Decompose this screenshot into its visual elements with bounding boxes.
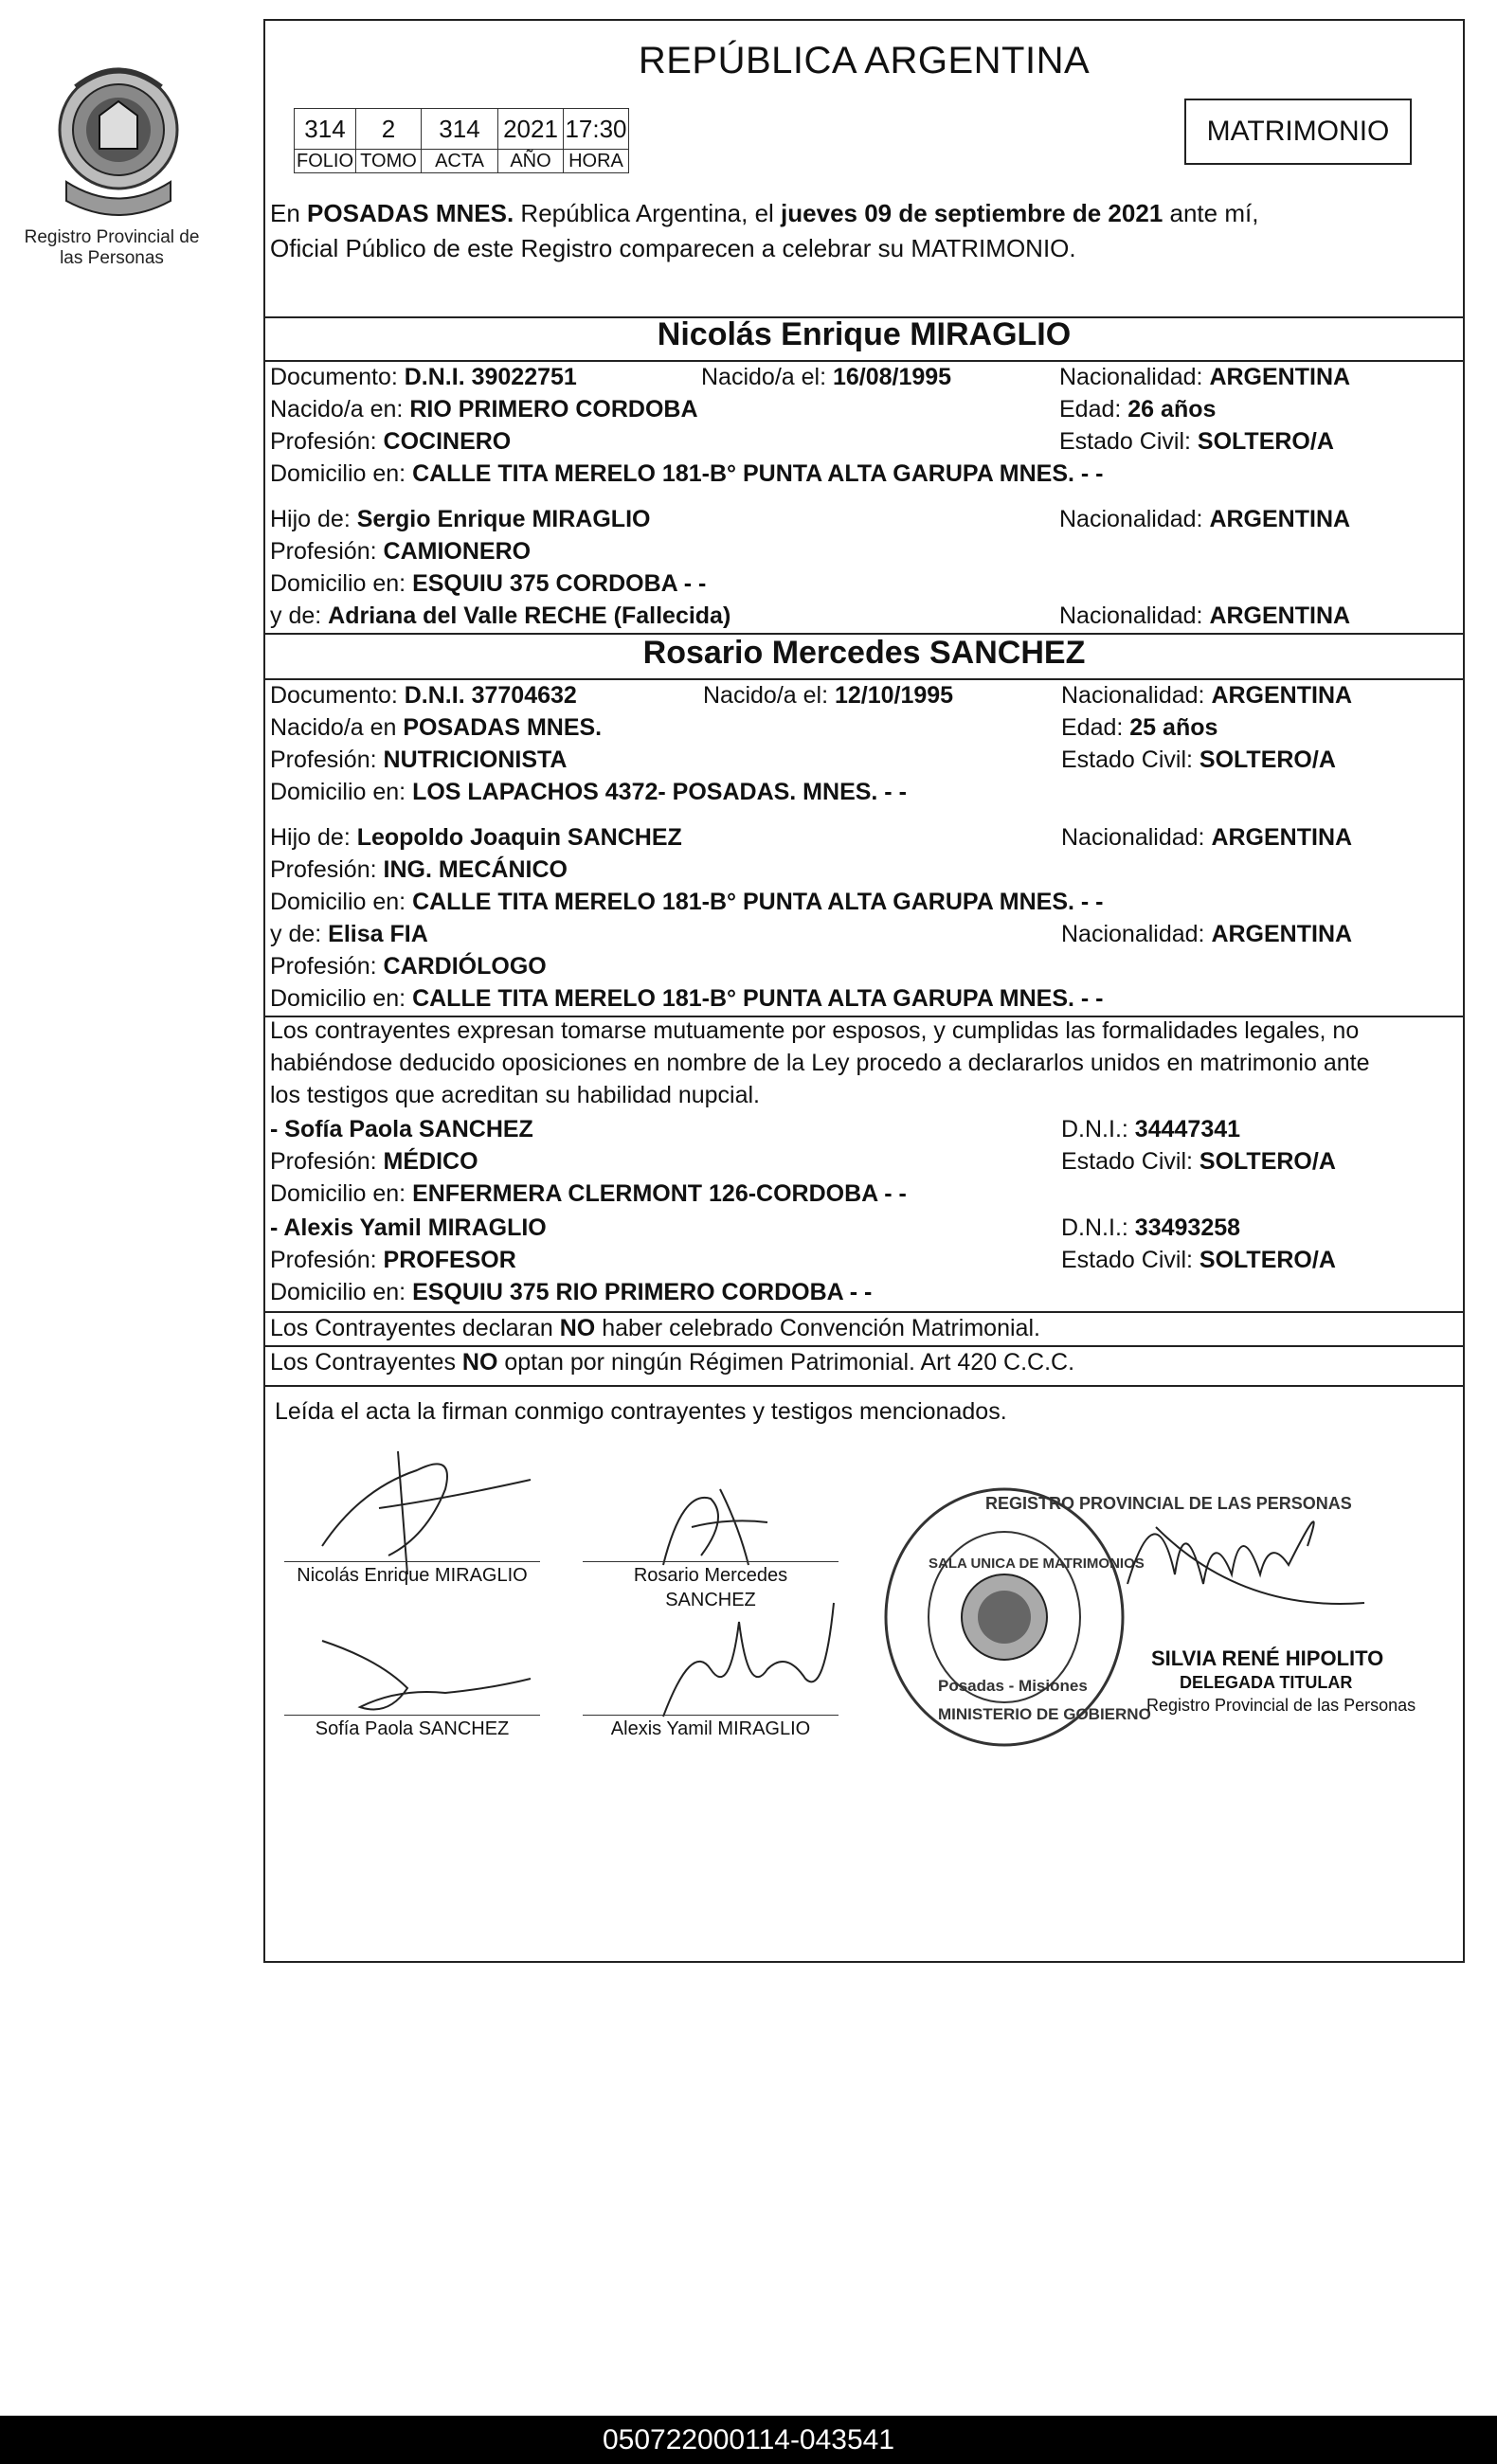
- bride-father-profession: Profesión: ING. MECÁNICO: [270, 856, 568, 883]
- declaration-line: habiéndose deducido oposiciones en nombre de la Ley procedo a declararlos unidos en matrimonio ante: [270, 1050, 1370, 1076]
- registry-data-table: [294, 108, 629, 173]
- intro-text: ante mí,: [1163, 199, 1259, 227]
- marriage-certificate: [263, 19, 1465, 1963]
- groom-father-address: Domicilio en: ESQUIU 375 CORDOBA - -: [270, 570, 707, 597]
- bride-birthplace: Nacido/a en POSADAS MNES.: [270, 714, 603, 741]
- record-type-box: MATRIMONIO: [1184, 99, 1412, 165]
- bride-age: Edad: 25 años: [1061, 714, 1218, 741]
- bride-father: Hijo de: Leopoldo Joaquin SANCHEZ: [270, 824, 682, 851]
- signature-line: [284, 1561, 540, 1562]
- groom-father-nationality: Nacionalidad: ARGENTINA: [1059, 506, 1351, 532]
- acta-value: 314: [422, 109, 498, 150]
- bride-mother-profession: Profesión: CARDIÓLOGO: [270, 953, 547, 980]
- divider: [265, 1385, 1463, 1387]
- witness-2-profession: Profesión: PROFESOR: [270, 1247, 516, 1273]
- tomo-label: TOMO: [356, 150, 422, 173]
- bride-signature-name-2: SANCHEZ: [665, 1590, 756, 1610]
- regime-statement: Los Contrayentes NO optan por ningún Régimen Patrimonial. Art 420 C.C.C.: [270, 1349, 1075, 1376]
- hour-label: HORA: [564, 150, 629, 173]
- bride-mother-address: Domicilio en: CALLE TITA MERELO 181-B° PUNTA ALTA GARUPA MNES. - -: [270, 985, 1104, 1012]
- witness-2-signature-name: Alexis Yamil MIRAGLIO: [610, 1718, 811, 1739]
- stamp-ministry-text: MINISTERIO DE GOBIERNO: [938, 1705, 1151, 1723]
- acta-label: ACTA: [422, 150, 498, 173]
- groom-birthplace: Nacido/a en: RIO PRIMERO CORDOBA: [270, 396, 698, 423]
- bride-birthdate: Nacido/a el: 12/10/1995: [703, 682, 954, 709]
- intro-text: Oficial Público de este Registro comparecen a celebrar su MATRIMONIO.: [270, 234, 1076, 262]
- witness-1-address: Domicilio en: ENFERMERA CLERMONT 126-CORDOBA - -: [270, 1180, 907, 1207]
- witness-1-dni: D.N.I.: 34447341: [1061, 1116, 1241, 1142]
- folio-label: FOLIO: [295, 150, 356, 173]
- province-seal-logo: [47, 59, 189, 229]
- officer-role: DELEGADA TITULAR: [1180, 1673, 1353, 1692]
- divider: [265, 360, 1463, 362]
- divider: [265, 1311, 1463, 1313]
- year-value: 2021: [498, 109, 564, 150]
- groom-mother-nationality: Nacionalidad: ARGENTINA: [1059, 603, 1351, 629]
- bride-father-nationality: Nacionalidad: ARGENTINA: [1061, 824, 1353, 851]
- witness-1-civil-status: Estado Civil: SOLTERO/A: [1061, 1148, 1336, 1175]
- registry-provincial-label: Registro Provincial de las Personas: [24, 227, 200, 268]
- bride-nationality: Nacionalidad: ARGENTINA: [1061, 682, 1353, 709]
- declaration-line: los testigos que acreditan su habilidad nupcial.: [270, 1082, 761, 1108]
- groom-name: Nicolás Enrique MIRAGLIO: [657, 316, 1072, 352]
- witness-1-signature: [303, 1622, 550, 1726]
- witness-2-signature: [625, 1584, 853, 1726]
- bride-name: Rosario Mercedes SANCHEZ: [642, 635, 1086, 671]
- bride-signature-name: Rosario Mercedes: [633, 1565, 788, 1586]
- groom-mother: y de: Adriana del Valle RECHE (Fallecida): [270, 603, 731, 629]
- folio-value: 314: [295, 109, 356, 150]
- witness-2-civil-status: Estado Civil: SOLTERO/A: [1061, 1247, 1336, 1273]
- groom-birthdate: Nacido/a el: 16/08/1995: [701, 364, 952, 390]
- document-code: 050722000114-043541: [0, 2416, 1497, 2464]
- stamp-inner-text: SALA UNICA DE MATRIMONIOS: [929, 1556, 1145, 1572]
- groom-civil-status: Estado Civil: SOLTERO/A: [1059, 428, 1334, 455]
- bride-mother: y de: Elisa FIA: [270, 921, 428, 947]
- declaration-line: Los contrayentes expresan tomarse mutuamente por esposos, y cumplidas las formalidades legales, no: [270, 1017, 1360, 1044]
- groom-father: Hijo de: Sergio Enrique MIRAGLIO: [270, 506, 651, 532]
- intro-paragraph: [270, 196, 1459, 266]
- bride-mother-nationality: Nacionalidad: ARGENTINA: [1061, 921, 1353, 947]
- hour-value: 17:30: [564, 109, 629, 150]
- year-label: AÑO: [498, 150, 564, 173]
- divider: [265, 678, 1463, 680]
- bride-document: Documento: D.N.I. 37704632: [270, 682, 577, 709]
- groom-age: Edad: 26 años: [1059, 396, 1217, 423]
- stamp-outer-text: REGISTRO PROVINCIAL DE LAS PERSONAS: [985, 1494, 1352, 1513]
- bride-address: Domicilio en: LOS LAPACHOS 4372- POSADAS. MNES. - -: [270, 779, 907, 805]
- witness-2-address: Domicilio en: ESQUIU 375 RIO PRIMERO CORDOBA - -: [270, 1279, 873, 1305]
- intro-text: En: [270, 199, 308, 227]
- tomo-value: 2: [356, 109, 422, 150]
- witness-1-signature-name: Sofía Paola SANCHEZ: [315, 1718, 510, 1739]
- convention-statement: Los Contrayentes declaran NO haber celebrado Convención Matrimonial.: [270, 1315, 1040, 1341]
- signature-line: [284, 1715, 540, 1716]
- intro-date: jueves 09 de septiembre de 2021: [781, 199, 1163, 227]
- witness-1-profession: Profesión: MÉDICO: [270, 1148, 478, 1175]
- groom-nationality: Nacionalidad: ARGENTINA: [1059, 364, 1351, 390]
- groom-document: Documento: D.N.I. 39022751: [270, 364, 577, 390]
- officer-organization: Registro Provincial de las Personas: [1146, 1696, 1416, 1715]
- witness-2-dni: D.N.I.: 33493258: [1061, 1214, 1241, 1241]
- witness-1-name: - Sofía Paola SANCHEZ: [270, 1116, 533, 1142]
- document-title: REPÚBLICA ARGENTINA: [638, 40, 1091, 81]
- closing-statement: Leída el acta la firman conmigo contrayentes y testigos mencionados.: [275, 1398, 1007, 1425]
- groom-father-profession: Profesión: CAMIONERO: [270, 538, 532, 565]
- bride-father-address: Domicilio en: CALLE TITA MERELO 181-B° PUNTA ALTA GARUPA MNES. - -: [270, 889, 1104, 915]
- groom-signature-name: Nicolás Enrique MIRAGLIO: [297, 1565, 528, 1586]
- bride-civil-status: Estado Civil: SOLTERO/A: [1061, 746, 1336, 773]
- witness-2-name: - Alexis Yamil MIRAGLIO: [270, 1214, 547, 1241]
- divider: [265, 1345, 1463, 1347]
- signature-line: [583, 1561, 839, 1562]
- officer-name: SILVIA RENÉ HIPOLITO: [1151, 1646, 1384, 1670]
- stamp-bottom-text: Posadas - Misiones: [938, 1677, 1088, 1695]
- bride-profession: Profesión: NUTRICIONISTA: [270, 746, 568, 773]
- intro-city: POSADAS MNES.: [307, 199, 514, 227]
- signature-line: [583, 1715, 839, 1716]
- intro-text: República Argentina, el: [514, 199, 782, 227]
- groom-profession: Profesión: COCINERO: [270, 428, 512, 455]
- groom-address: Domicilio en: CALLE TITA MERELO 181-B° PUNTA ALTA GARUPA MNES. - -: [270, 460, 1104, 487]
